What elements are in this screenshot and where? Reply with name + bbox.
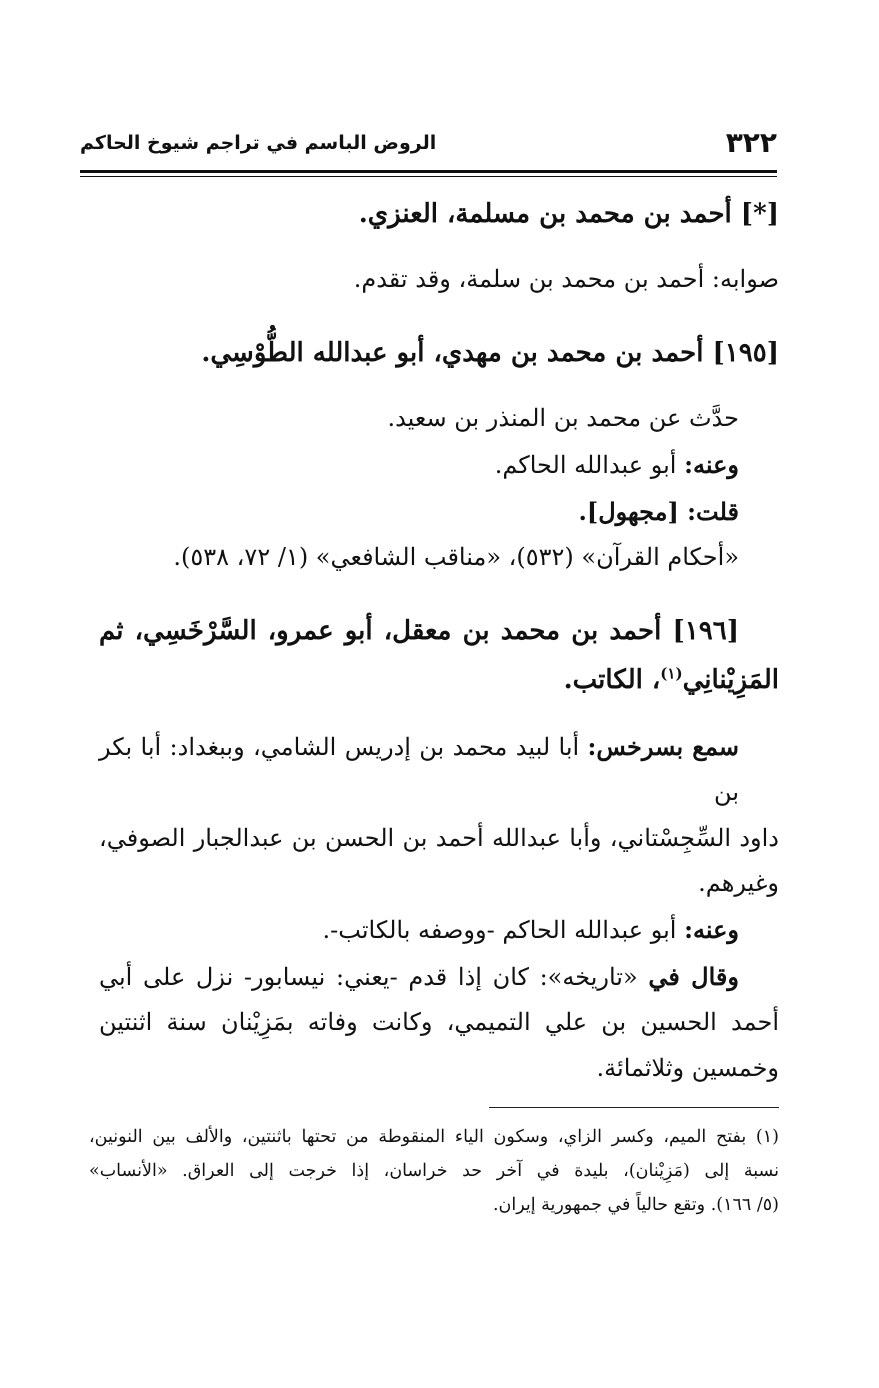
entry-195-line2-label: وعنه: — [684, 449, 739, 479]
entry-196-p3-line1 — [99, 954, 779, 1001]
entry-196-p3-label: وقال في — [648, 961, 739, 991]
entry-195-line3-text: [مجهول]. — [578, 496, 688, 526]
entry-195-heading: [١٩٥] أحمد بن محمد بن مهدي، أبو عبدالله الطُّوْسِي. — [201, 337, 779, 368]
entry-196-heading-line1: [١٩٦] أحمد بن محمد بن معقل، أبو عمرو، السَّرْخَسِي، ثم — [99, 615, 739, 646]
header-rule — [80, 170, 777, 173]
entry-196-p3-line1-text: «تاريخه»: كان إذا قدم -يعني: نيسابور- نزل على أبي — [99, 962, 649, 991]
page-number: ٣٢٢ — [725, 126, 777, 159]
header-rule-thin — [80, 176, 777, 177]
entry-195-line2 — [99, 442, 779, 489]
entry-196-p1-line1 — [99, 724, 779, 816]
entry-196-p3-line2: أحمد الحسين بن علي التميمي، وكانت وفاته بمَزِيْنان سنة اثنتين — [99, 1008, 779, 1037]
entry-196-p1-line2: داود السِّجِسْتاني، وأبا عبدالله أحمد بن الحسن بن عبدالجبار الصوفي، — [99, 823, 779, 852]
entry-196-p1-line3: وغيرهم. — [698, 869, 779, 898]
entry-196-p3-line3: وخمسين وثلاثمائة. — [596, 1053, 779, 1082]
running-title: الروض الباسم في تراجم شيوخ الحاكم — [80, 132, 437, 154]
entry-195-line1: حدَّث عن محمد بن المنذر بن سعيد. — [387, 404, 739, 433]
footnote-rule — [489, 1107, 779, 1108]
footnote-line1: (١) بفتح الميم، وكسر الزاي، وسكون الياء المنقوطة من تحتها باثنتين، والألف بين النونين، — [89, 1127, 779, 1147]
entry-196-heading-line2 — [99, 656, 779, 705]
entry-196-heading-end: ، الكاتب. — [563, 665, 661, 696]
entry-196-p2-label: وعنه: — [684, 914, 739, 944]
footnotes — [89, 1120, 779, 1222]
entry-196-heading-name: المَزِيْنانِي — [682, 665, 779, 696]
footnote-line3: (٥/ ١٦٦). وتقع حالياً في جمهورية إيران. — [492, 1195, 779, 1216]
entry-195-line4: «أحكام القرآن» (٥٣٢)، «مناقب الشافعي» (١/ ٧٢، ٥٣٨). — [173, 543, 739, 572]
entry-195-line2-text: أبو عبدالله الحاكم. — [494, 450, 685, 479]
page-header — [80, 122, 777, 164]
footnote-ref[interactable]: (١) — [660, 664, 683, 683]
entry-196-p1-line1-text: أبا لبيد محمد بن إدريس الشامي، وببغداد: أبا بكر بن — [99, 732, 739, 807]
entry-star-text: صوابه: أحمد بن محمد بن سلمة، وقد تقدم. — [353, 265, 779, 294]
main-text — [99, 190, 779, 1091]
entry-195-line3-label: قلت: — [687, 496, 739, 526]
footnote-line2: نسبة إلى (مَزِيْنان)، بليدة في آخر حد خراسان، إذا خرجت إلى العراق. «الأنساب» — [89, 1161, 779, 1182]
entry-196-p2-text: أبو عبدالله الحاكم -ووصفه بالكاتب-. — [322, 915, 685, 944]
entry-196-p2 — [99, 907, 779, 954]
entry-195-line3 — [99, 489, 779, 536]
entry-star-heading: [*] أحمد بن محمد بن مسلمة، العنزي. — [358, 199, 779, 229]
entry-196-p1-label: سمع بسرخس: — [587, 731, 739, 761]
